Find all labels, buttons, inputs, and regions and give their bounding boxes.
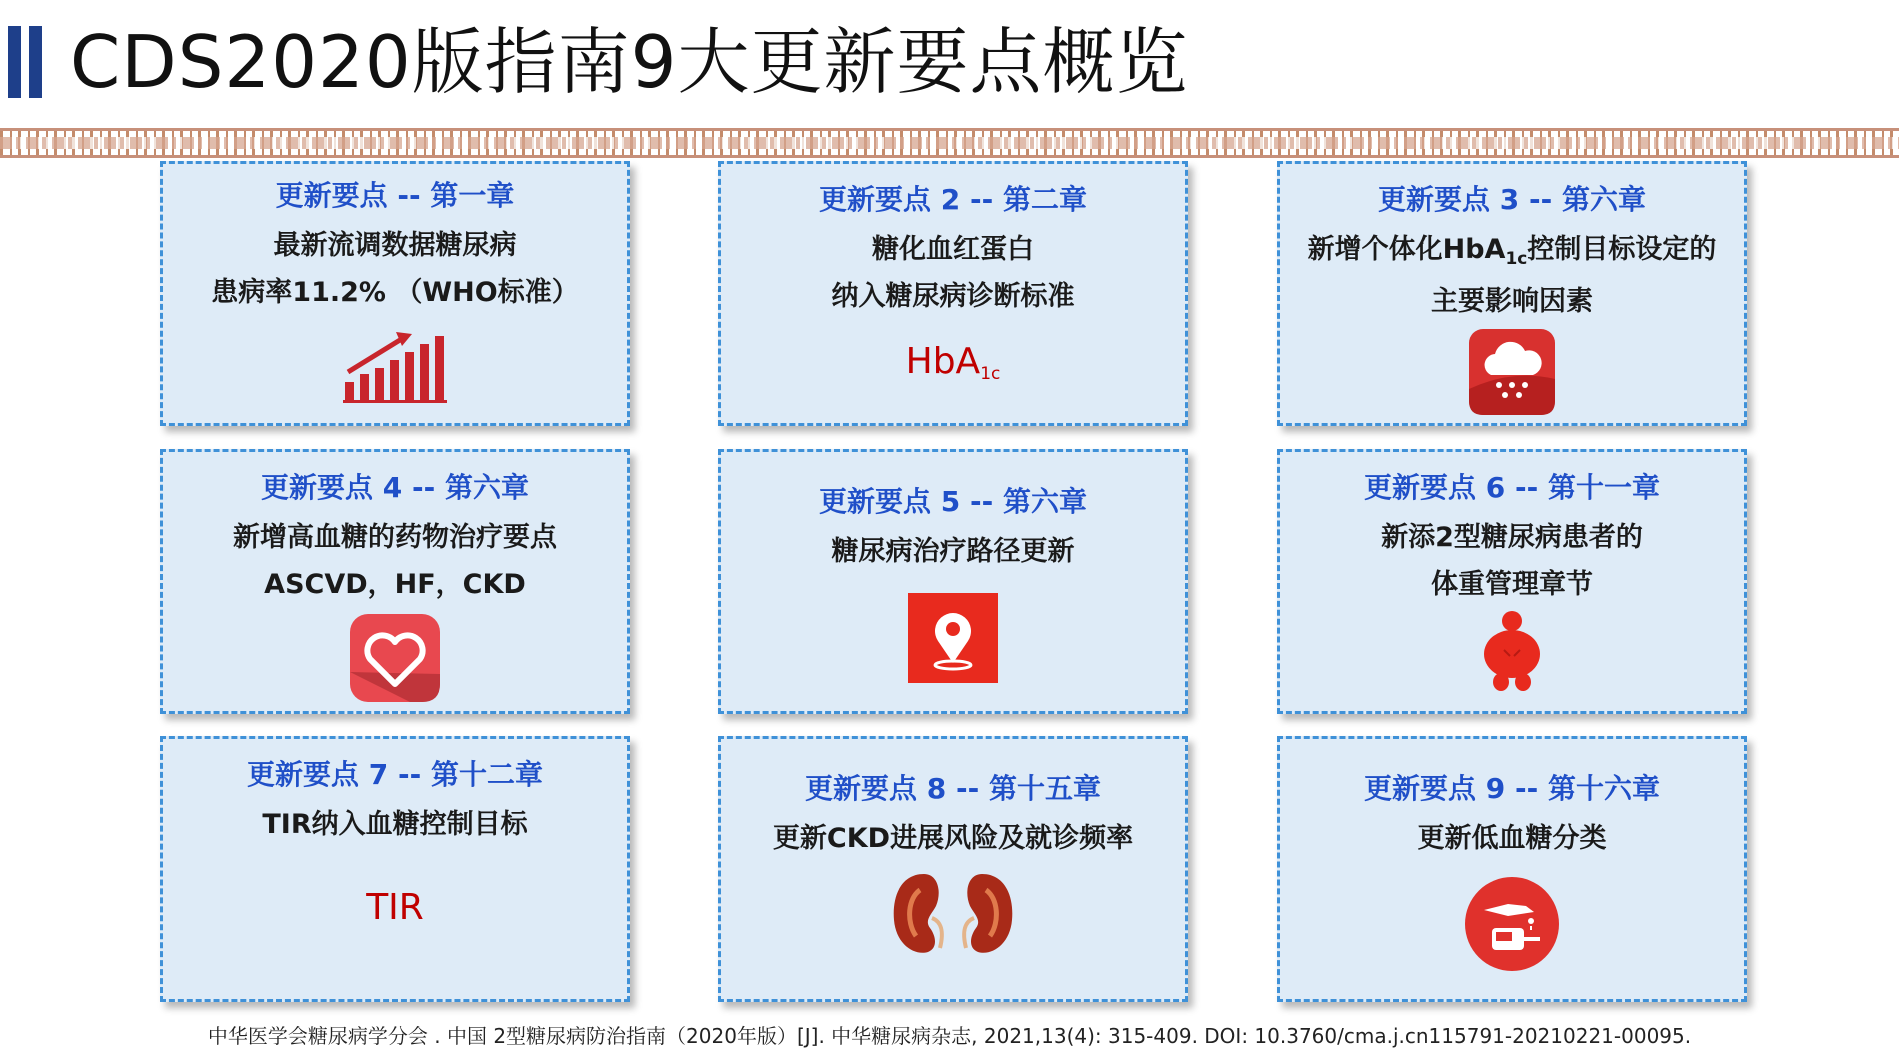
update-card-2: [718, 161, 1188, 426]
kidneys-icon: [890, 870, 1016, 960]
decorative-border: [0, 128, 1899, 158]
update-card-4: [160, 449, 630, 714]
card-line-1: 糖尿病治疗路径更新: [831, 536, 1075, 567]
location-pin-icon: [908, 593, 998, 683]
update-card-8: [718, 736, 1188, 1002]
card-heading: 更新要点 4 -- 第六章: [261, 471, 529, 504]
obese-person-icon: [1477, 610, 1547, 692]
page-title: CDS2020版指南9大更新要点概览: [70, 20, 1189, 104]
card-heading: 更新要点 2 -- 第二章: [819, 183, 1087, 216]
update-card-3: [1277, 161, 1747, 426]
card-heading: 更新要点 8 -- 第十五章: [805, 772, 1101, 805]
card-line-2: 纳入糖尿病诊断标准: [831, 281, 1075, 312]
card-line-2: 体重管理章节: [1431, 569, 1593, 600]
update-card-7: [160, 736, 630, 1002]
card-line-1: 最新流调数据糖尿病: [273, 230, 517, 261]
title-marks: [8, 26, 42, 98]
card-heading: 更新要点 5 -- 第六章: [819, 485, 1087, 518]
update-card-5: [718, 449, 1188, 714]
card-line-1: 新增高血糖的药物治疗要点: [233, 522, 557, 553]
tir-label: TIR: [366, 887, 424, 928]
card-line-1: 糖化血红蛋白: [872, 234, 1034, 265]
update-card-9: [1277, 736, 1747, 1002]
hba1c-label: HbA$_{1c}$: [905, 341, 1001, 384]
card-line-1: 新添2型糖尿病患者的: [1381, 522, 1643, 553]
card-heading: 更新要点 3 -- 第六章: [1378, 183, 1646, 216]
card-line-2: 主要影响因素: [1431, 286, 1593, 317]
update-card-6: [1277, 449, 1747, 714]
card-line-1: 更新低血糖分类: [1417, 823, 1607, 854]
citation-footnote: 中华医学会糖尿病学分会 . 中国 2型糖尿病防治指南（2020年版）[J]. 中华糖尿病杂志, 2021,13(4): 315-409. DOI: 10.3760/cma.j.cn115791-20210221-00095.: [207, 1024, 1692, 1048]
card-heading: 更新要点 6 -- 第十一章: [1364, 471, 1660, 504]
card-heading: 更新要点 -- 第一章: [275, 179, 515, 212]
card-line-2: 患病率11.2% （WHO标准）: [211, 277, 579, 308]
rain-cloud-icon: [1469, 329, 1555, 415]
card-heading: 更新要点 9 -- 第十六章: [1364, 772, 1660, 805]
card-heading: 更新要点 7 -- 第十二章: [247, 758, 543, 791]
card-line-2: ASCVD，HF，CKD: [264, 569, 526, 600]
glucose-meter-icon: [1464, 876, 1560, 972]
card-line-1: TIR纳入血糖控制目标: [262, 809, 528, 840]
update-card-1: [160, 161, 630, 426]
card-line-1: 更新CKD进展风险及就诊频率: [772, 823, 1134, 854]
title-bar: [8, 22, 1188, 102]
bar-chart-up-icon: [340, 324, 450, 404]
heart-icon: [350, 614, 440, 702]
card-line-1: 新增个体化HbA$_{1c}$控制目标设定的: [1307, 234, 1717, 269]
